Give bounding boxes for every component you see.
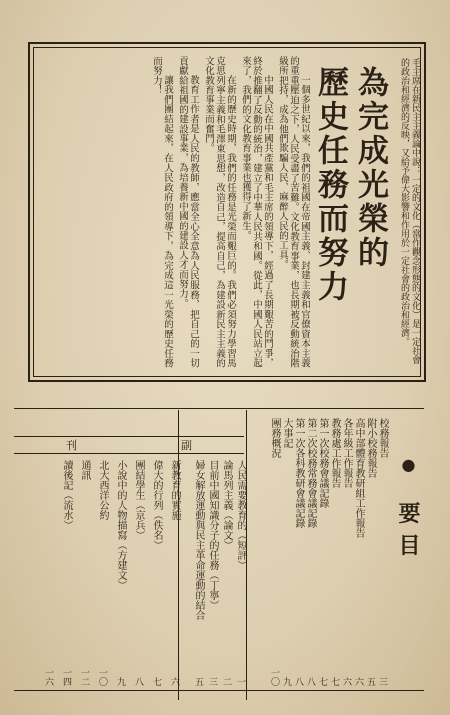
toc-entry-title: 人民需要教育的（短評） [235, 460, 246, 570]
toc-bottom-rule [14, 690, 424, 691]
toc-entry[interactable] [94, 460, 110, 686]
toc-entry-title: 教務處工作報告 [329, 418, 340, 488]
toc-entry-title: 高中部體育教研組工作報告 [353, 418, 364, 538]
toc-entry-page: 一 [235, 677, 245, 686]
editorial-paragraph: 教育工作者是人民的教師，應當全心全意為人民服務，把自己的一切貢獻給祖國的建設事業，為培養新中國的建設人才而努力。 [177, 56, 199, 368]
editorial-box [28, 42, 426, 382]
toc-entry-page: 一六 [43, 668, 53, 686]
editorial-headline [312, 66, 390, 366]
toc-entry[interactable] [40, 460, 56, 686]
toc-entry-page: 二 [221, 677, 231, 686]
toc-entry-title: 論馬列主義（論文） [221, 460, 232, 550]
toc-entry-title: 附小校務報告 [365, 418, 376, 478]
toc-entry[interactable] [166, 460, 182, 686]
toc-entry-page: 六 [353, 677, 363, 686]
toc-entry[interactable] [232, 460, 248, 686]
toc-entry-page: 五 [193, 677, 203, 686]
toc-entry-title: 讀後記（流水） [61, 460, 72, 530]
headline-line-1: 為完成光榮的 [352, 66, 388, 270]
toc-entry-page: 八 [305, 677, 315, 686]
section-label-kan: 刊 [66, 439, 77, 452]
toc-entry-title: 第二次校務常務會議記錄 [305, 418, 316, 528]
toc-entry-title: 新教育的實施 [169, 460, 180, 520]
toc-entry-page: 九 [281, 677, 291, 686]
toc-entry[interactable] [204, 460, 220, 686]
toc-entry-page: 三 [377, 677, 387, 686]
toc-entry-title: 各年級工作報告 [341, 418, 352, 488]
toc-entry-title: 團結學生（京兵） [133, 460, 144, 540]
toc-entry-page: 六 [341, 677, 351, 686]
toc-entry-page: 八 [293, 677, 303, 686]
toc-entry[interactable] [190, 460, 206, 686]
toc-entry[interactable] [148, 460, 164, 686]
toc-entry[interactable] [112, 460, 128, 686]
toc-entry-page: 七 [329, 677, 339, 686]
toc-entry-page: 六 [169, 677, 179, 686]
toc-entry-page: 五 [365, 677, 375, 686]
toc-entry-page: 一〇 [97, 668, 107, 686]
toc-entry-page: 一〇 [269, 668, 279, 686]
editorial-paragraph: 讓我們團結起來，在人民政府的領導下，為完成這一光榮的歷史任務而努力！ [151, 56, 173, 368]
toc-entry-page: 三 [207, 677, 217, 686]
contents-title [393, 455, 424, 566]
toc-entry-page: 七 [151, 677, 161, 686]
editorial-paragraph: 一個多世紀以來，我們的祖國在帝國主義、封建主義和官僚資本主義的重重壓迫之下，人民受盡了苦難。文化教育事業，也長期被反動統治階級所把持，成為他們欺騙人民、麻醉人民的工具。 [277, 56, 310, 368]
toc-entry[interactable] [218, 460, 234, 686]
section-label-fu: 副 [181, 439, 192, 452]
toc-entry-title: 通訊 [79, 460, 90, 480]
toc-entry-title: 第一次校務會議記錄 [317, 418, 328, 508]
toc-entry-title: 偉大的行列（佚名） [151, 460, 162, 550]
contents-title-text: 要目 [395, 501, 421, 566]
toc-entry-page: 八 [133, 677, 143, 686]
editorial-body [40, 56, 310, 368]
editorial-epigraph: 毛主席在新民主主義論中說：一定的文化（當作觀念形態的文化）是一定社會的政治和經濟的反映，又給予偉大影響和作用於一定社會的政治和經濟。 [399, 58, 420, 364]
toc-section-header [14, 436, 244, 454]
toc-entry-title: 婦女解放運動與民主革命運動的結合 [193, 460, 204, 620]
toc-top-rule [14, 408, 424, 409]
editorial-paragraph: 中國人民在中國共產黨和毛主席的領導下，經過了長期艱苦的鬥爭，終於推翻了反動的統治，建立了中華人民共和國。從此，中國人民站立起來了，我們的文化教育事業也獲得了新生。 [240, 56, 273, 368]
headline-line-2: 歷史任務而努力 [312, 66, 348, 304]
editorial-paragraph: 在新的歷史時期，我們的任務是光榮而艱巨的。我們必須努力學習馬克思列寧主義和毛澤東思想，改造自己，提高自己，為建設新民主主義的文化教育事業而奮鬥。 [203, 56, 236, 368]
toc-entry-title: 目前中國知識分子的任務（丁寧） [207, 460, 218, 610]
toc-entry[interactable] [58, 460, 74, 686]
toc-entry-page: 七 [317, 677, 327, 686]
toc-entry-title: 校務報告 [377, 418, 388, 458]
toc-entry-page: 一四 [61, 668, 71, 686]
toc-entry-page: 一二 [79, 668, 89, 686]
toc-entry[interactable] [266, 418, 282, 686]
bullet-dot-icon: ● [399, 455, 418, 484]
toc-entry-page: 九 [115, 677, 125, 686]
toc-entry[interactable] [76, 460, 92, 686]
toc-entry-title: 北大西洋公約 [97, 460, 108, 520]
toc-entry-title: 團務概況 [269, 418, 280, 458]
toc-entry-title: 大事記 [281, 418, 292, 448]
toc-entry-title: 第一次各科教研會議記錄 [293, 418, 304, 528]
toc-entry[interactable] [130, 460, 146, 686]
toc-entry-title: 小說中的人物描寫（方建文） [115, 460, 126, 590]
